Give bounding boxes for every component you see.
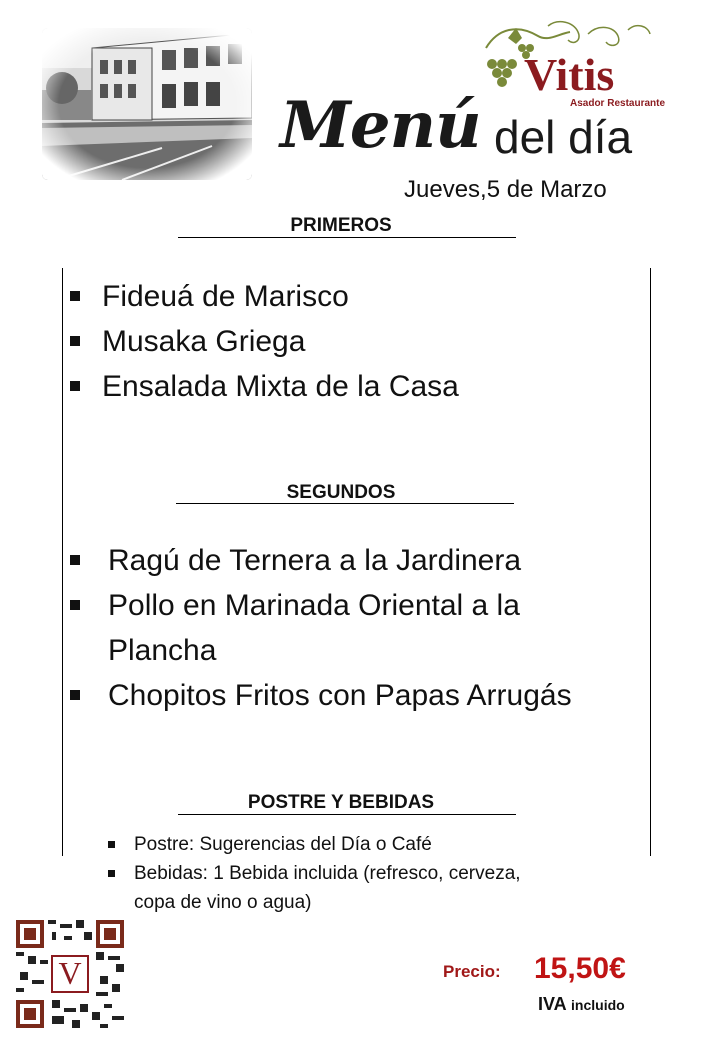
bullet-icon <box>70 291 80 301</box>
primeros-title: PRIMEROS <box>290 215 392 236</box>
list-item: Postre: Sugerencias del Día o Café <box>106 830 546 859</box>
list-item: Pollo en Marinada Oriental a la Plancha <box>70 583 630 673</box>
bullet-icon <box>108 870 115 877</box>
menu-title-script: Menú <box>280 88 481 163</box>
list-item: Musaka Griega <box>70 319 459 364</box>
menu-title-rest: del día <box>494 111 633 163</box>
list-item: Chopitos Fritos con Papas Arrugás <box>70 673 630 718</box>
brand-subtitle: Asador Restaurante <box>570 98 666 109</box>
menu-date: Jueves,5 de Marzo <box>404 176 607 203</box>
price-value: 15,50€ <box>534 952 626 985</box>
svg-text:V: V <box>58 955 82 991</box>
price-label: Precio: <box>443 962 501 981</box>
bullet-icon <box>70 555 80 565</box>
postre-list <box>106 830 546 917</box>
postre-title: POSTRE Y BEBIDAS <box>247 792 435 813</box>
restaurant-photo <box>42 28 252 180</box>
left-border <box>62 268 63 856</box>
right-border <box>650 268 651 856</box>
segundos-underline <box>176 503 514 504</box>
list-item: Ensalada Mixta de la Casa <box>70 364 459 409</box>
list-item: Ragú de Ternera a la Jardinera <box>70 538 630 583</box>
iva-note: IVA incluido <box>538 994 625 1014</box>
bullet-icon <box>70 690 80 700</box>
bullet-icon <box>70 381 80 391</box>
bullet-icon <box>108 841 115 848</box>
bullet-icon <box>70 336 80 346</box>
primeros-list <box>70 274 459 409</box>
segundos-title: SEGUNDOS <box>286 482 396 503</box>
bullet-icon <box>70 600 80 610</box>
segundos-list <box>70 538 630 718</box>
list-item: Fideuá de Marisco <box>70 274 459 319</box>
brand-name: Vitis <box>524 49 615 100</box>
qr-code[interactable] <box>16 920 124 1028</box>
postre-underline <box>178 814 516 815</box>
list-item: Bebidas: 1 Bebida incluida (refresco, cerveza, copa de vino o agua) <box>106 859 546 917</box>
primeros-underline <box>178 237 516 238</box>
